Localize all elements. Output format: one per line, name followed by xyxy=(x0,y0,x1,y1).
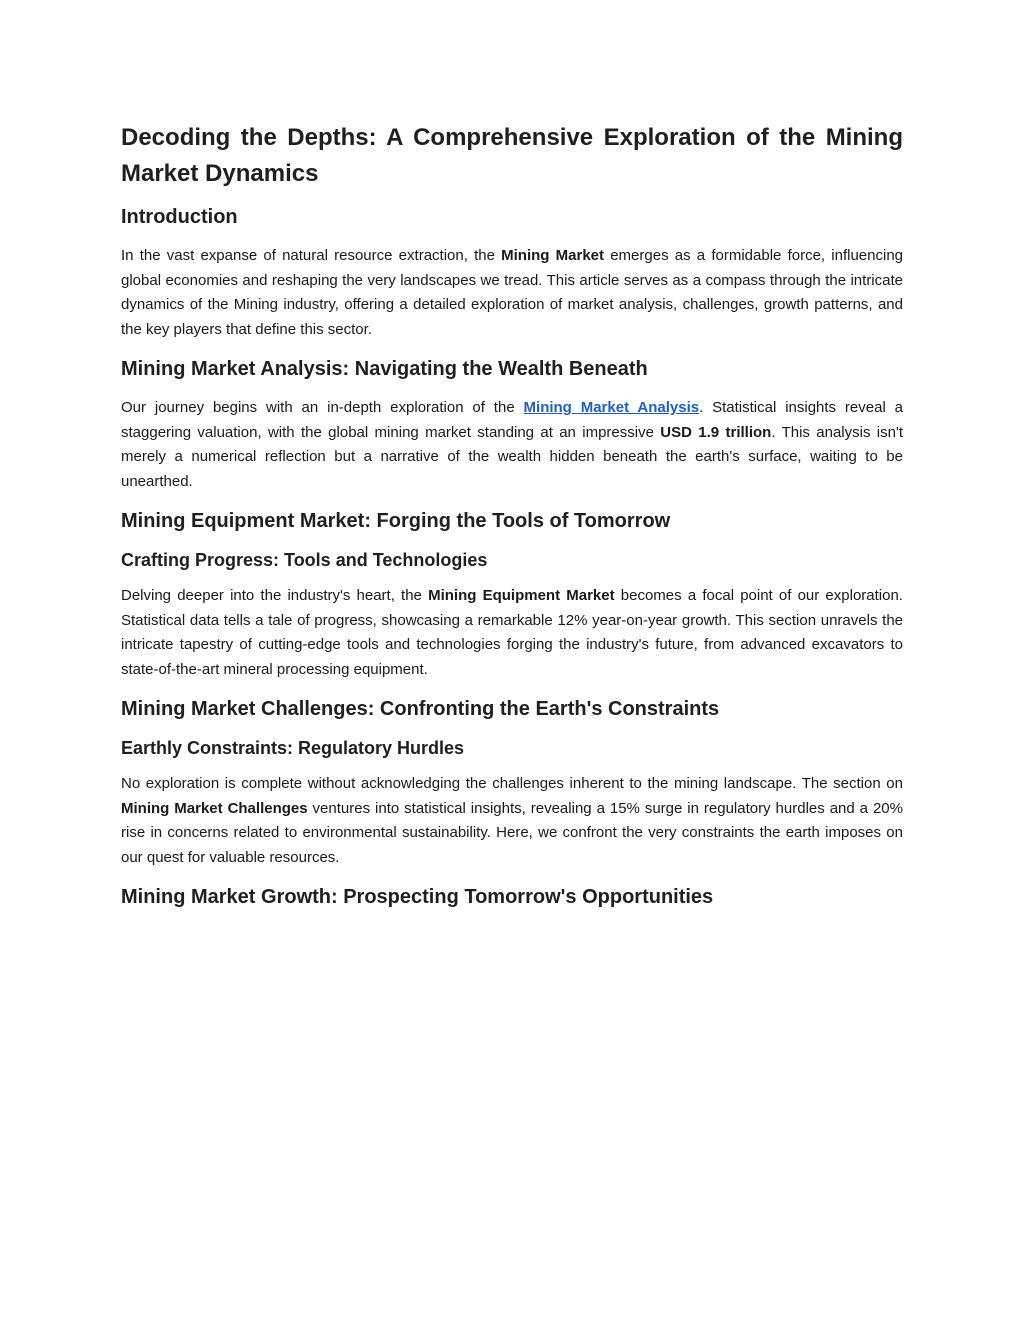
equipment-text-end: becomes a focal point of our exploration. Statistical data tells a tale of progress, showcasing a remarkable 12% year-on-year growth. This section unravels the intricate tapestry of cutting-edge tools and technologies forging the industry's future, from advanced excavators to state-of-the-art mineral processing equipment. xyxy=(121,587,903,678)
intro-text-start: In the vast expanse of natural resource extraction, the xyxy=(121,247,502,264)
equipment-paragraph xyxy=(121,584,903,682)
section-heading-analysis: Mining Market Analysis: Navigating the Wealth Beneath xyxy=(121,358,648,380)
analysis-text-mid: . Statistical insights reveal a staggering valuation, with the global mining market standing at an impressive xyxy=(121,399,903,441)
challenges-bold-term: Mining Market Challenges xyxy=(121,799,308,817)
section-heading-growth: Mining Market Growth: Prospecting Tomorrow's Opportunities xyxy=(121,886,714,908)
analysis-text-start: Our journey begins with an in-depth exploration of the xyxy=(121,399,524,416)
section-heading-introduction: Introduction xyxy=(121,206,238,228)
mining-market-analysis-link[interactable]: Mining Market Analysis xyxy=(523,399,700,416)
article-title: Decoding the Depths: A Comprehensive Exploration of the Mining Market Dynamics xyxy=(121,124,903,187)
article-body xyxy=(121,120,903,924)
analysis-text-end: . This analysis isn't merely a numerical reflection but a narrative of the wealth hidden beneath the earth's surface, waiting to be unearthed. xyxy=(121,423,904,490)
intro-text-end: emerges as a formidable force, influencing global economies and reshaping the very landscapes we tread. This article serves as a compass through the intricate dynamics of the Mining industry, offering a detailed exploration of market analysis, challenges, growth patterns, and the key players that define this sector. xyxy=(121,247,904,338)
analysis-bold-value: USD 1.9 trillion xyxy=(660,423,772,441)
challenges-paragraph xyxy=(121,772,903,870)
challenges-text-start: No exploration is complete without acknowledging the challenges inherent to the mining landscape. The section on xyxy=(121,775,903,792)
equipment-bold-term: Mining Equipment Market xyxy=(428,587,615,604)
analysis-paragraph xyxy=(121,396,903,494)
subheading-earthly-constraints: Earthly Constraints: Regulatory Hurdles xyxy=(121,738,465,758)
section-heading-challenges: Mining Market Challenges: Confronting the Earth's Constraints xyxy=(121,698,720,720)
equipment-text-start: Delving deeper into the industry's heart, the xyxy=(121,587,429,604)
intro-paragraph xyxy=(121,244,903,342)
subheading-crafting-progress: Crafting Progress: Tools and Technologies xyxy=(121,550,488,570)
section-heading-equipment: Mining Equipment Market: Forging the Tools of Tomorrow xyxy=(121,510,671,532)
challenges-text-end: ventures into statistical insights, revealing a 15% surge in regulatory hurdles and a 20% rise in concerns related to environmental sustainability. Here, we confront the very constraints the earth imposes on our quest for valuable resources. xyxy=(121,799,903,866)
intro-bold-term: Mining Market xyxy=(501,247,605,264)
